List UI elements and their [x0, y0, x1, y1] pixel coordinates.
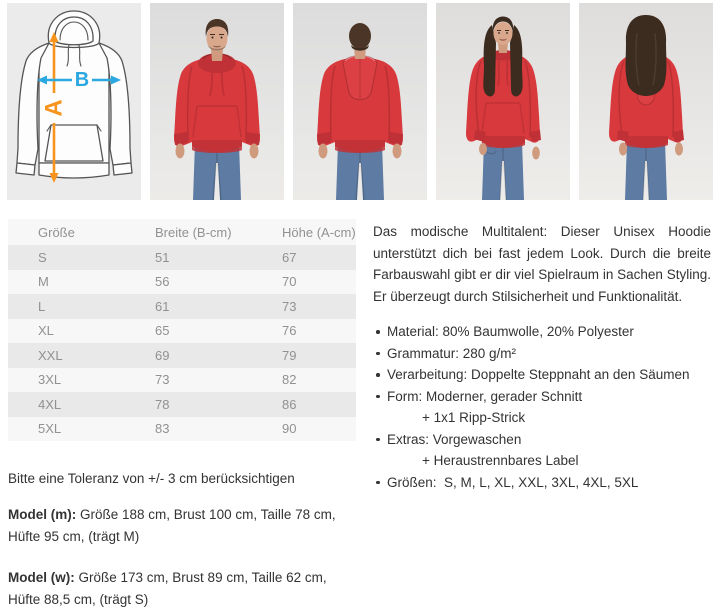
- size-row-l: L 61 73: [8, 294, 356, 319]
- woman-front-illustration: [436, 3, 570, 200]
- model-w-label: Model (w):: [8, 570, 75, 585]
- diagram-label-a: A: [40, 99, 68, 117]
- size-table-header-row: [8, 219, 356, 245]
- hoodie-measure-diagram-icon: [7, 3, 141, 200]
- col-header-width: Breite (B-cm): [155, 224, 232, 240]
- size-row-4xl: 4XL 78 86: [8, 392, 356, 417]
- size-row-xxl: XXL 69 79: [8, 343, 356, 368]
- model-m-note: [8, 504, 360, 547]
- feature-form: Form: Moderner, gerader Schnitt + 1x1 Ripp-Strick: [373, 386, 711, 429]
- size-row-s: S 51 67: [8, 245, 356, 270]
- model-photo-woman-back: [579, 3, 713, 200]
- feature-list: [373, 321, 711, 493]
- product-description: [373, 221, 711, 493]
- model-photo-man-back: [293, 3, 427, 200]
- woman-hair-back: [626, 15, 667, 96]
- col-header-height: Höhe (A-cm): [282, 224, 356, 240]
- diagram-label-b: B: [74, 69, 90, 91]
- feature-material: Material: 80% Baumwolle, 20% Polyester: [373, 321, 711, 343]
- feature-form-subline: + 1x1 Ripp-Strick: [422, 410, 526, 426]
- woman-back-illustration: [579, 3, 713, 200]
- size-row-m: M 56 70: [8, 270, 356, 295]
- model-w-text: Größe 173 cm, Brust 89 cm, Taille 62 cm, Hüfte 88,5 cm, (trägt S): [8, 570, 327, 607]
- feature-extras: Extras: Vorgewaschen + Heraustrennbares Label: [373, 429, 711, 472]
- man-back-illustration: [293, 3, 427, 200]
- size-table: [8, 219, 356, 441]
- description-intro: Das modische Multitalent: Dieser Unisex Hoodie unterstützt dich bei fast jedem Look. Durch die breite Farbauswahl gibt er dir viel Spielraum in Sachen Styling. Er überzeugt durch Stilsicherheit und Funktionalität.: [373, 224, 711, 304]
- model-w-note: [8, 567, 360, 608]
- tolerance-note: Bitte eine Toleranz von +/- 3 cm berücksichtigen: [8, 471, 295, 486]
- model-m-text: Größe 188 cm, Brust 100 cm, Taille 78 cm, Hüfte 95 cm, (trägt M): [8, 507, 336, 544]
- product-images-row: [7, 3, 713, 200]
- model-photo-woman-front: [436, 3, 570, 200]
- size-row-xl: XL 65 76: [8, 319, 356, 344]
- size-row-3xl: 3XL 73 82: [8, 368, 356, 393]
- col-header-size: Größe: [38, 224, 75, 240]
- feature-verarbeitung: Verarbeitung: Doppelte Steppnaht an den Säumen: [373, 364, 711, 386]
- feature-grammatur: Grammatur: 280 g/m²: [373, 343, 711, 365]
- size-diagram-image: [7, 3, 141, 200]
- size-row-5xl: 5XL 83 90: [8, 417, 356, 442]
- feature-extras-subline: + Heraustrennbares Label: [422, 453, 579, 469]
- model-photo-man-front: [150, 3, 284, 200]
- man-front-illustration: [150, 3, 284, 200]
- feature-groessen: Größen: S, M, L, XL, XXL, 3XL, 4XL, 5XL: [373, 472, 711, 494]
- model-m-label: Model (m):: [8, 507, 77, 522]
